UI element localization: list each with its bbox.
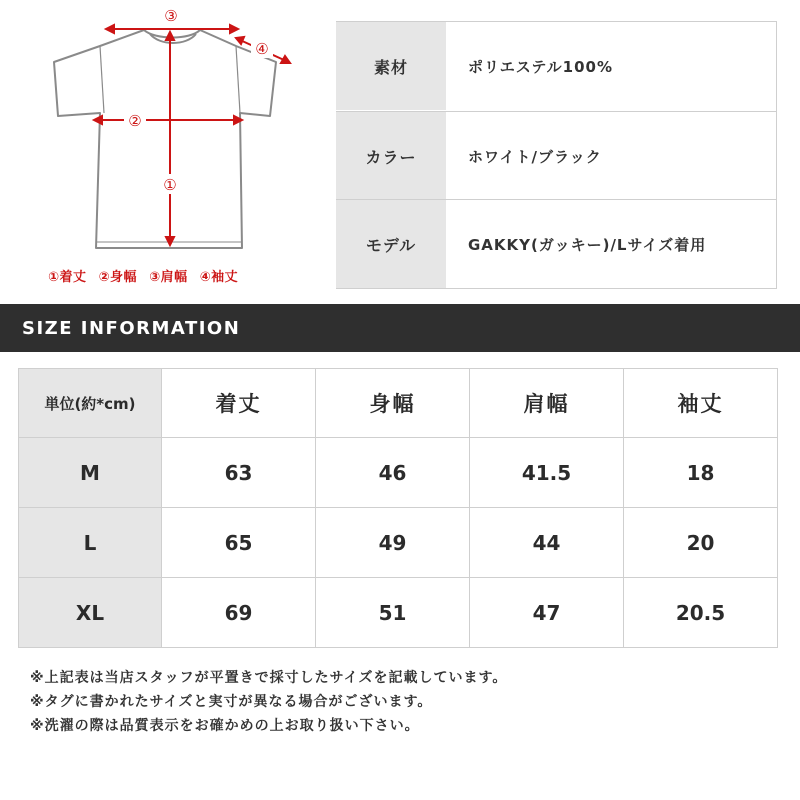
table-row xyxy=(19,438,778,508)
product-spec-table xyxy=(336,21,777,289)
spec-row-model xyxy=(336,199,776,288)
size-table-header-row xyxy=(19,369,778,438)
legend-length: ①着丈 xyxy=(48,270,87,285)
spec-label: 素材 xyxy=(336,22,446,110)
size-table xyxy=(18,368,778,648)
table-cell: 18 xyxy=(624,438,778,508)
diagram-legend xyxy=(48,266,318,285)
table-cell: 65 xyxy=(162,508,316,578)
size-label: M xyxy=(19,438,162,508)
note-measurement: ※上記表は当店スタッフが平置きで採寸したサイズを記載しています。 xyxy=(30,670,508,686)
size-information-title: SIZE INFORMATION xyxy=(22,318,241,339)
legend-shoulder: ③肩幅 xyxy=(149,270,188,285)
legend-body-width: ②身幅 xyxy=(98,270,138,285)
size-label: XL xyxy=(19,578,162,648)
marker-sleeve: ④ xyxy=(255,40,269,58)
spec-value: ポリエステル100% xyxy=(468,57,613,76)
size-information-bar xyxy=(0,304,800,352)
size-label: L xyxy=(19,508,162,578)
table-cell: 69 xyxy=(162,578,316,648)
table-row xyxy=(19,508,778,578)
table-cell: 49 xyxy=(316,508,470,578)
spec-row-color xyxy=(336,111,776,200)
spec-value: GAKKY(ガッキー)/Lサイズ着用 xyxy=(468,235,707,254)
table-cell: 46 xyxy=(316,438,470,508)
table-row xyxy=(19,578,778,648)
table-cell: 20.5 xyxy=(624,578,778,648)
column-header-shoulder: 肩幅 xyxy=(470,369,624,438)
table-cell: 63 xyxy=(162,438,316,508)
tshirt-measurement-diagram xyxy=(0,0,330,300)
column-header-length: 着丈 xyxy=(162,369,316,438)
column-header-sleeve: 袖丈 xyxy=(624,369,778,438)
column-header-body-width: 身幅 xyxy=(316,369,470,438)
note-washing: ※洗濯の際は品質表示をお確かめの上お取り扱い下さい。 xyxy=(30,718,420,734)
unit-header: 単位(約*cm) xyxy=(19,369,162,438)
spec-label: カラー xyxy=(336,112,446,200)
marker-shoulder: ③ xyxy=(164,7,178,25)
spec-value: ホワイト/ブラック xyxy=(468,147,602,166)
table-cell: 41.5 xyxy=(470,438,624,508)
marker-body-width: ② xyxy=(128,112,142,130)
spec-label: モデル xyxy=(336,200,446,288)
note-tag-difference: ※タグに書かれたサイズと実寸が異なる場合がございます。 xyxy=(30,694,433,710)
table-cell: 20 xyxy=(624,508,778,578)
tshirt-outline xyxy=(54,30,276,248)
spec-row-material xyxy=(336,22,776,110)
table-cell: 44 xyxy=(470,508,624,578)
legend-sleeve: ④袖丈 xyxy=(199,270,239,285)
table-cell: 51 xyxy=(316,578,470,648)
notes xyxy=(30,666,790,738)
table-cell: 47 xyxy=(470,578,624,648)
marker-length: ① xyxy=(163,176,177,194)
